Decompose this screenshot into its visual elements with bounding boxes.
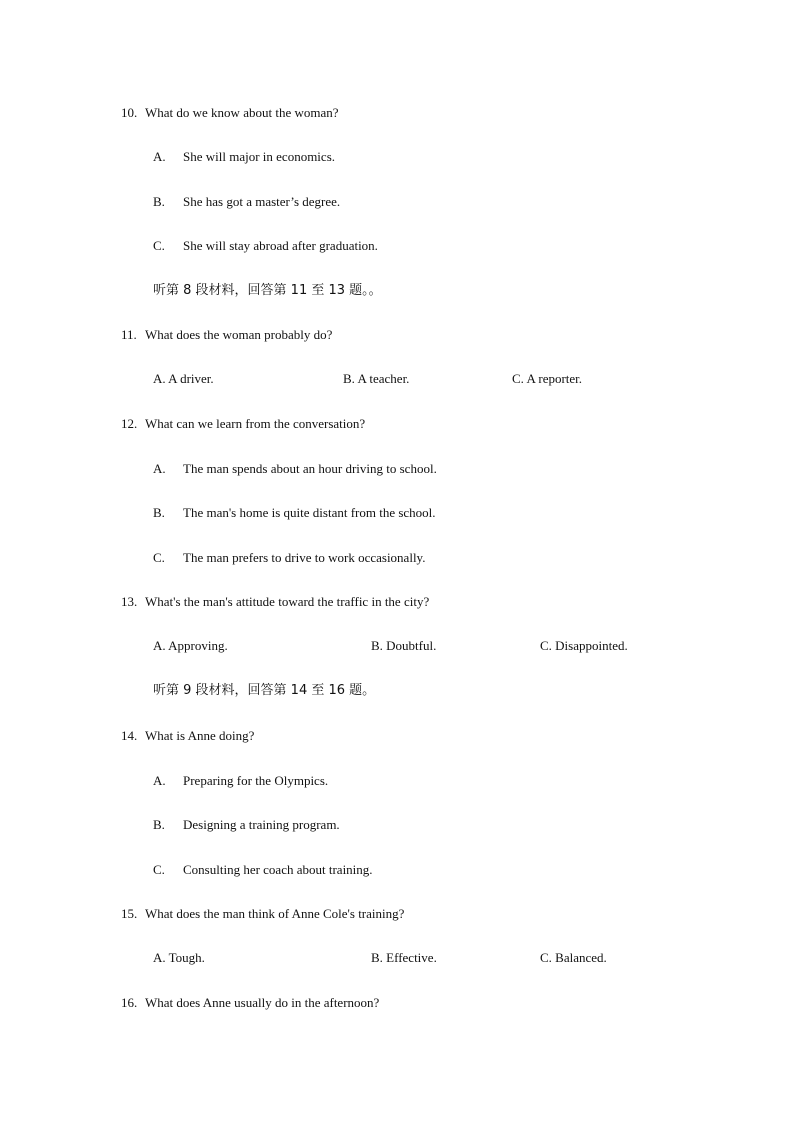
question-number: 16.: [121, 995, 138, 1010]
option-b: B. A teacher.: [343, 371, 410, 386]
option-letter: C.: [153, 238, 165, 253]
option-c: C. Balanced.: [540, 950, 607, 965]
question-16: [121, 995, 379, 1011]
question-number: 14.: [121, 728, 138, 743]
option-b: B. Doubtful.: [371, 638, 437, 653]
option-text: Designing a training program.: [183, 817, 340, 832]
option-c: C. A reporter.: [512, 371, 583, 386]
question-stem: What does the man think of Anne Cole's training?: [145, 906, 405, 921]
option-text: Consulting her coach about training.: [183, 862, 373, 877]
option-letter: A.: [153, 149, 166, 164]
option-a: [153, 461, 437, 477]
option-letter: C.: [153, 862, 165, 877]
option-text: She will stay abroad after graduation.: [183, 238, 378, 253]
option-text: The man prefers to drive to work occasionally.: [183, 550, 426, 565]
option-b: [153, 505, 436, 521]
question-number: 11.: [121, 327, 137, 342]
question-15: [121, 906, 404, 922]
option-c: [153, 862, 373, 878]
option-text: Preparing for the Olympics.: [183, 773, 329, 788]
option-a: A. Approving.: [153, 638, 228, 653]
option-letter: B.: [153, 194, 165, 209]
question-stem: What's the man's attitude toward the traffic in the city?: [145, 594, 430, 609]
question-12: [121, 416, 365, 432]
question-stem: What is Anne doing?: [145, 728, 255, 743]
option-letter: B.: [153, 505, 165, 520]
option-b: [153, 817, 340, 833]
option-c: [153, 550, 425, 566]
section-9-instruction: 听第 9 段材料，回答第 14 至 16 题。: [153, 683, 376, 698]
question-stem: What can we learn from the conversation?: [145, 416, 366, 431]
section-8-instruction: 听第 8 段材料，回答第 11 至 13 题。。: [153, 283, 382, 298]
option-text: She has got a master’s degree.: [183, 194, 341, 209]
question-stem: What does Anne usually do in the afternoon?: [145, 995, 380, 1010]
question-14: [121, 728, 254, 744]
question-number: 15.: [121, 906, 138, 921]
option-letter: B.: [153, 817, 165, 832]
option-c: [153, 238, 378, 254]
option-letter: A.: [153, 773, 166, 788]
option-b: B. Effective.: [371, 950, 437, 965]
question-11: [121, 327, 332, 343]
option-a: [153, 773, 328, 789]
option-a: A. Tough.: [153, 950, 205, 965]
option-b: [153, 194, 340, 210]
question-number: 12.: [121, 416, 138, 431]
option-c: C. Disappointed.: [540, 638, 628, 653]
option-a: A. A driver.: [153, 371, 214, 386]
question-stem: What do we know about the woman?: [145, 105, 339, 120]
option-a: [153, 149, 335, 165]
option-letter: C.: [153, 550, 165, 565]
question-number: 10.: [121, 105, 138, 120]
option-text: The man's home is quite distant from the school.: [183, 505, 436, 520]
question-13: [121, 594, 429, 610]
option-text: The man spends about an hour driving to school.: [183, 461, 437, 476]
option-letter: A.: [153, 461, 166, 476]
option-text: She will major in economics.: [183, 149, 336, 164]
question-10: [121, 105, 339, 121]
question-number: 13.: [121, 594, 138, 609]
question-stem: What does the woman probably do?: [145, 327, 333, 342]
